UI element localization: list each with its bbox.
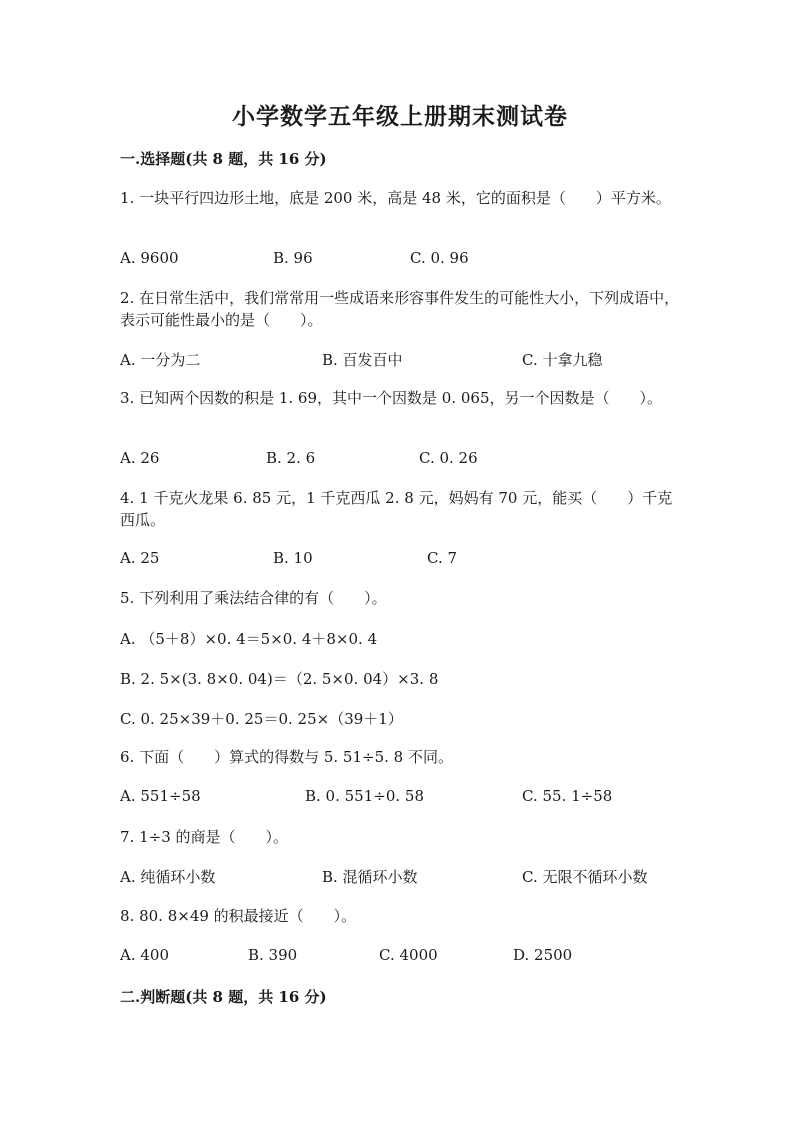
q8-option-b: B. 390 xyxy=(248,946,298,964)
question-8-options xyxy=(120,946,720,968)
section-title-choice: 一.选择题(共 8 题，共 16 分) xyxy=(120,150,327,168)
question-4: 4. 1 千克火龙果 6. 85 元，1 千克西瓜 2. 8 元，妈妈有 70 元，能买（ ）千克西瓜。 xyxy=(120,489,673,529)
q6-option-c: C. 55. 1÷58 xyxy=(522,787,613,805)
question-2: 2. 在日常生活中，我们常常用一些成语来形容事件发生的可能性大小，下列成语中，表示可能性最小的是（ ）。 xyxy=(120,289,680,329)
question-1-options xyxy=(120,249,720,271)
q8-option-d: D. 2500 xyxy=(513,946,573,964)
question-2-options xyxy=(120,349,720,371)
question-8: 8. 80. 8×49 的积最接近（ ）。 xyxy=(120,907,357,925)
q7-option-c: C. 无限不循环小数 xyxy=(522,868,648,886)
question-6: 6. 下面（ ）算式的得数与 5. 51÷5. 8 不同。 xyxy=(120,748,453,766)
q4-option-a: A. 25 xyxy=(120,549,160,567)
q4-option-c: C. 7 xyxy=(427,549,458,567)
page-title: 小学数学五年级上册期末测试卷 xyxy=(232,103,568,130)
q7-option-a: A. 纯循环小数 xyxy=(120,868,216,886)
q1-option-b: B. 96 xyxy=(273,249,313,267)
q3-option-c: C. 0. 26 xyxy=(419,449,478,467)
q2-option-a: A. 一分为二 xyxy=(120,351,201,369)
q5-option-a: A. （5＋8）×0. 4＝5×0. 4＋8×0. 4 xyxy=(120,630,378,648)
q5-option-b: B. 2. 5×(3. 8×0. 04)＝（2. 5×0. 04）×3. 8 xyxy=(120,670,439,688)
question-7: 7. 1÷3 的商是（ ）。 xyxy=(120,828,289,846)
question-1: 1. 一块平行四边形土地，底是 200 米，高是 48 米，它的面积是（ ）平方米。 xyxy=(120,189,671,207)
q4-option-b: B. 10 xyxy=(273,549,313,567)
question-6-options xyxy=(120,787,720,809)
q7-option-b: B. 混循环小数 xyxy=(322,868,418,886)
question-5: 5. 下列利用了乘法结合律的有（ ）。 xyxy=(120,589,387,607)
q1-option-c: C. 0. 96 xyxy=(410,249,469,267)
q6-option-b: B. 0. 551÷0. 58 xyxy=(305,787,425,805)
question-4-options xyxy=(120,549,720,571)
q1-option-a: A. 9600 xyxy=(120,249,179,267)
q3-option-b: B. 2. 6 xyxy=(266,449,316,467)
question-3: 3. 已知两个因数的积是 1. 69，其中一个因数是 0. 065，另一个因数是（ ）。 xyxy=(120,389,662,407)
q8-option-c: C. 4000 xyxy=(379,946,438,964)
q3-option-a: A. 26 xyxy=(120,449,160,467)
q2-option-c: C. 十拿九稳 xyxy=(522,351,603,369)
q5-option-c: C. 0. 25×39＋0. 25＝0. 25×（39＋1） xyxy=(120,710,403,728)
question-3-options xyxy=(120,449,720,471)
q6-option-a: A. 551÷58 xyxy=(120,787,201,805)
q2-option-b: B. 百发百中 xyxy=(322,351,403,369)
q8-option-a: A. 400 xyxy=(120,946,169,964)
question-7-options xyxy=(120,866,720,888)
section-title-judgement: 二.判断题(共 8 题，共 16 分) xyxy=(120,988,327,1006)
